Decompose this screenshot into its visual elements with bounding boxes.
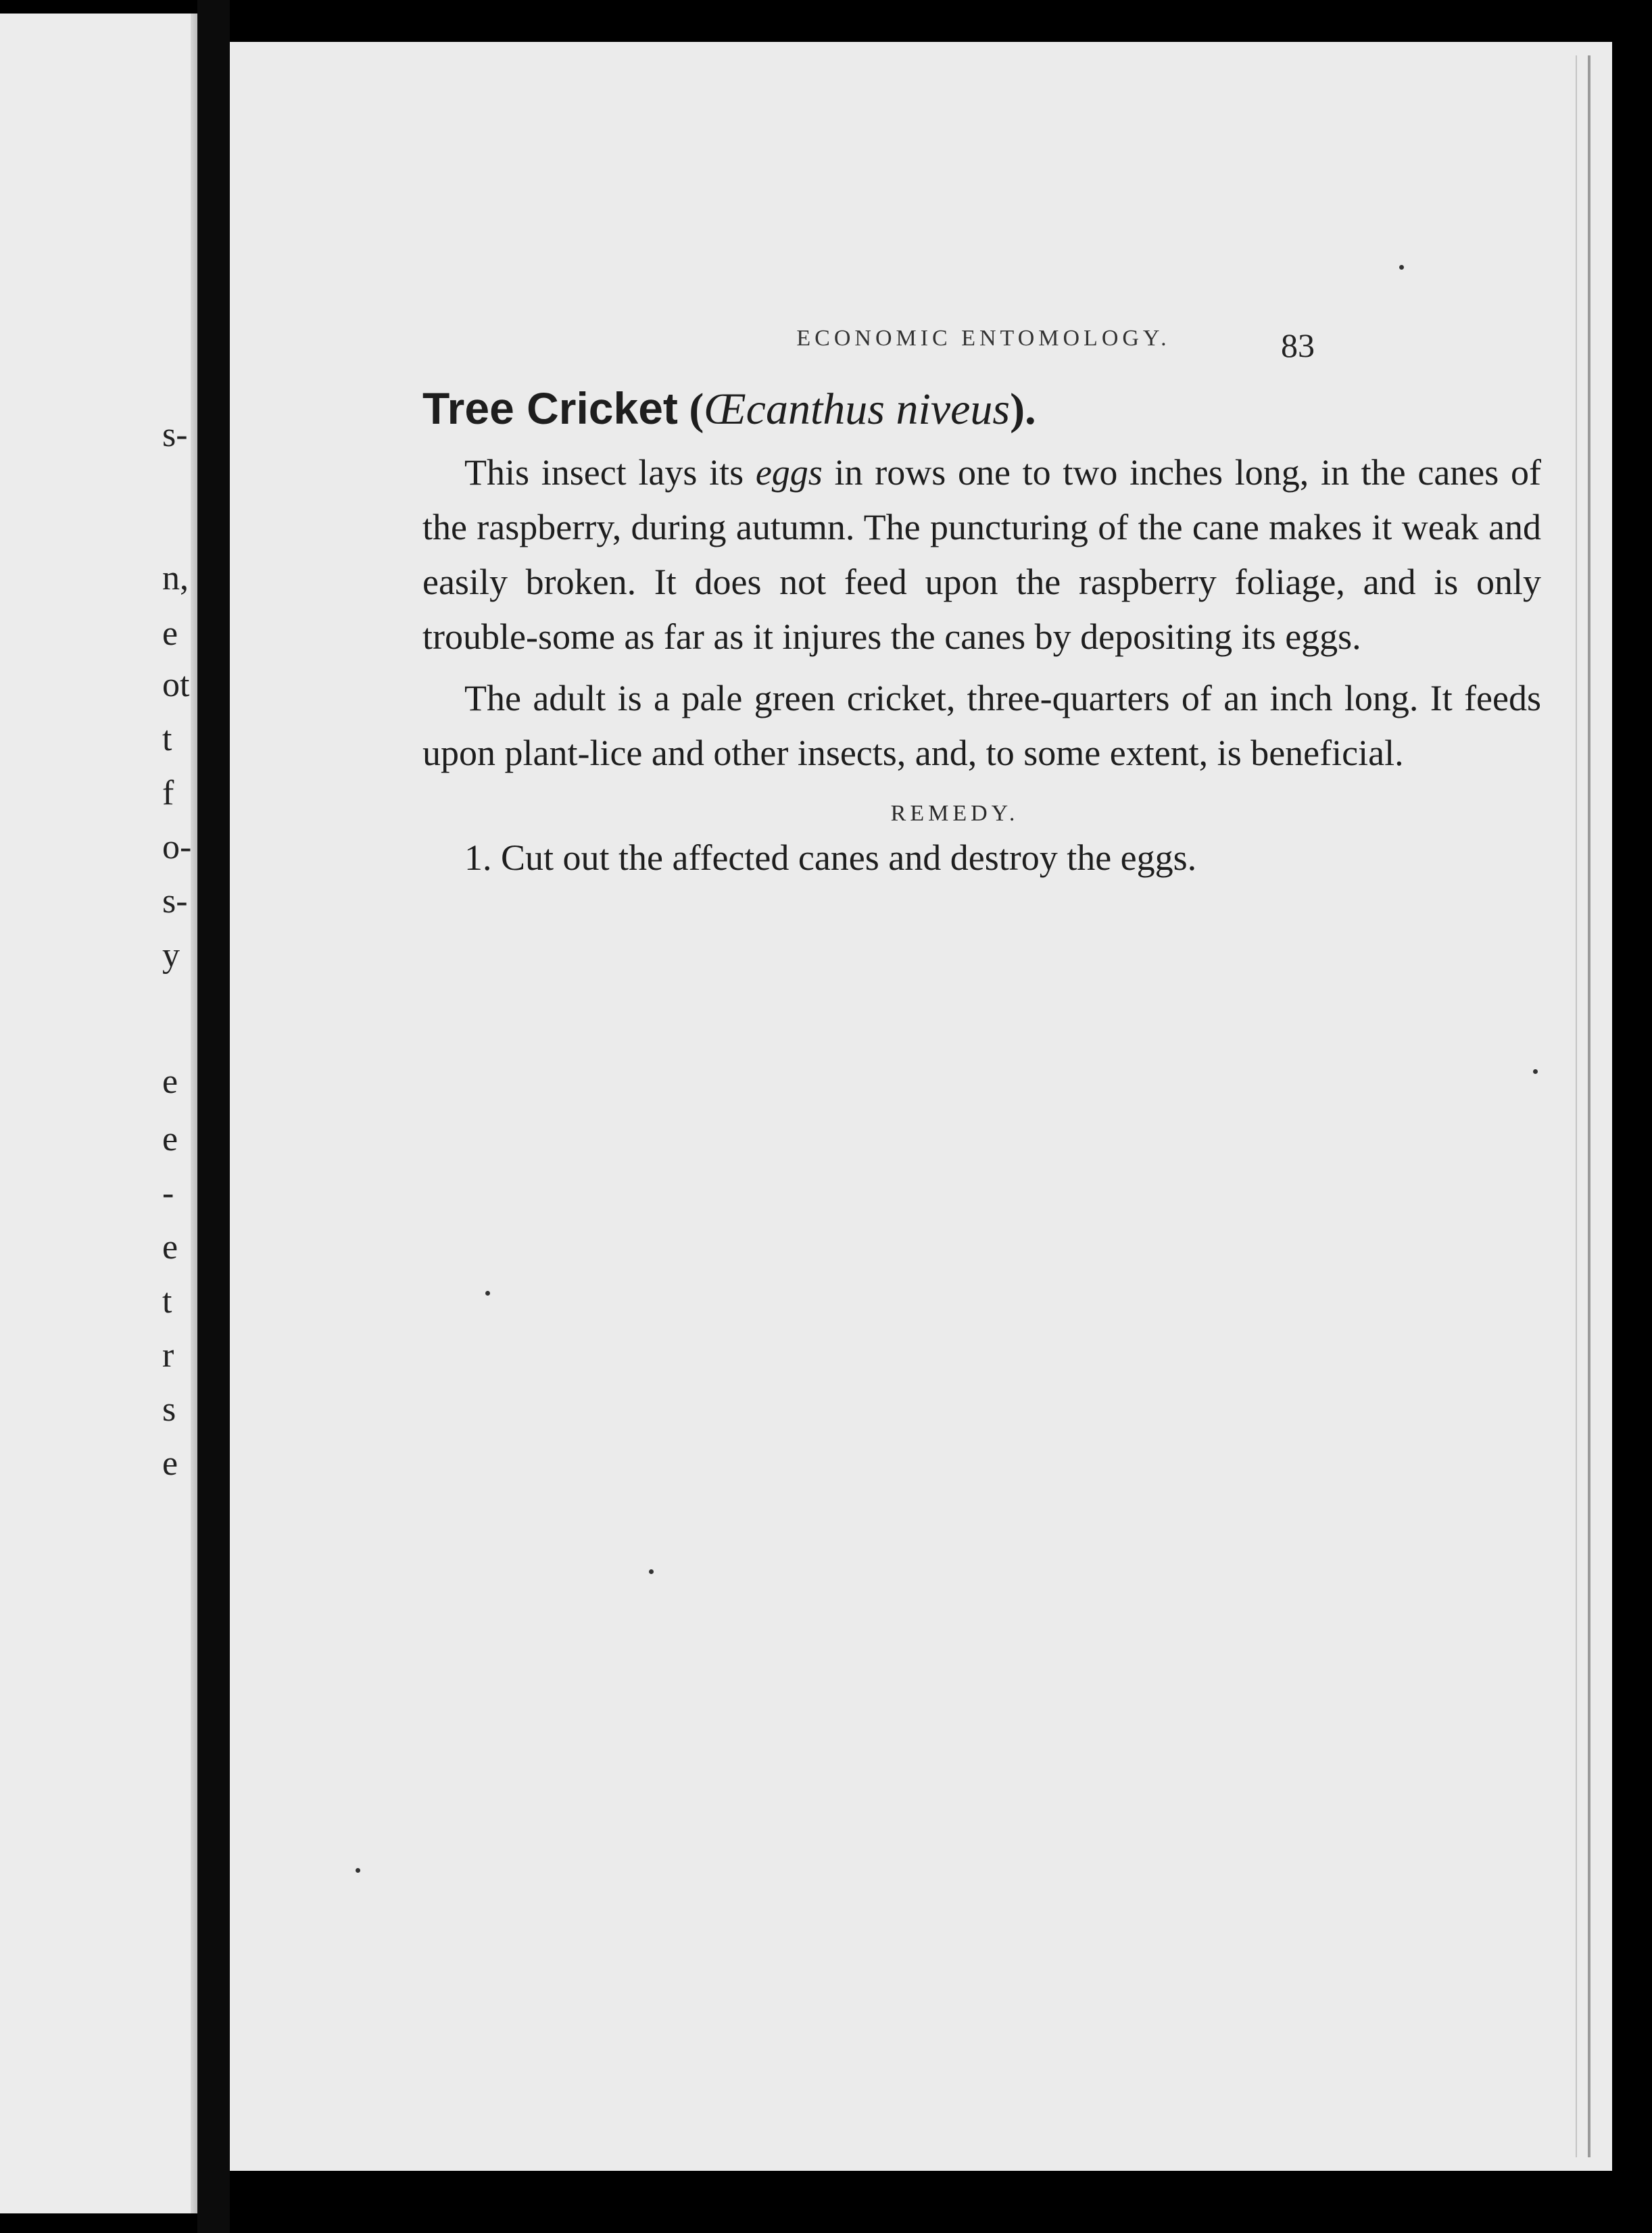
scan-speck — [356, 1868, 360, 1873]
running-header: ECONOMIC ENTOMOLOGY. — [796, 326, 1171, 351]
edge-fragment: ot — [162, 666, 190, 704]
page-edge-line — [1588, 55, 1590, 2157]
article-title — [422, 380, 1541, 439]
edge-fragment: o- — [162, 828, 192, 866]
remedy-number: 1. — [464, 837, 492, 878]
facing-page-edge — [0, 14, 197, 2213]
edge-fragment: e — [162, 614, 178, 653]
title-paren-close: ). — [1010, 385, 1036, 434]
remedy-text: Cut out the affected canes and destroy the eggs. — [491, 837, 1197, 878]
edge-fragment: - — [162, 1174, 174, 1212]
book-gutter — [197, 0, 230, 2233]
edge-fragment: n, — [162, 559, 189, 597]
paragraph-eggs — [422, 445, 1541, 664]
edge-fragment: e — [162, 1444, 178, 1483]
paragraph-text: in rows one to two inches long, in the canes of the raspberry, during autumn. The puncturing of the cane makes it weak and easily broken. It does not feed upon the raspberry foliage, and is only trouble-some as far as it injures the canes by depositing its eggs. — [422, 451, 1541, 657]
edge-fragment: t — [162, 1282, 172, 1321]
scan-speck — [649, 1569, 654, 1574]
paragraph-adult: The adult is a pale green cricket, three-quarters of an inch long. It feeds upon plant-lice and other insects, and, to some extent, is beneficial. — [422, 677, 1541, 773]
scientific-name: Œcanthus niveus — [704, 385, 1011, 434]
edge-fragment: y — [162, 936, 180, 975]
scan-speck — [1399, 265, 1404, 270]
page-edge-line — [1576, 55, 1577, 2157]
article-body — [422, 380, 1541, 885]
edge-fragment: t — [162, 720, 172, 758]
emphasis-eggs: eggs — [755, 451, 823, 493]
edge-fragment: s — [162, 1390, 176, 1429]
remedy-heading: REMEDY. — [890, 800, 1019, 826]
title-paren-open: ( — [677, 385, 704, 434]
edge-fragment: r — [162, 1336, 174, 1375]
edge-fragment: e — [162, 1228, 178, 1267]
page-number: 83 — [1281, 326, 1315, 364]
edge-fragment: s- — [162, 416, 188, 454]
edge-fragment: e — [162, 1120, 178, 1158]
edge-fragment: s- — [162, 882, 188, 921]
scan-speck — [1533, 1069, 1538, 1074]
remedy-item — [422, 831, 1541, 885]
edge-fragment: e — [162, 1062, 178, 1101]
scan-speck — [485, 1291, 490, 1296]
edge-fragment: f — [162, 774, 174, 812]
common-name: Tree Cricket — [422, 383, 678, 433]
paragraph-text: This insect lays its — [464, 451, 756, 493]
page-fold-shadow — [191, 14, 197, 2213]
book-page — [230, 42, 1612, 2171]
